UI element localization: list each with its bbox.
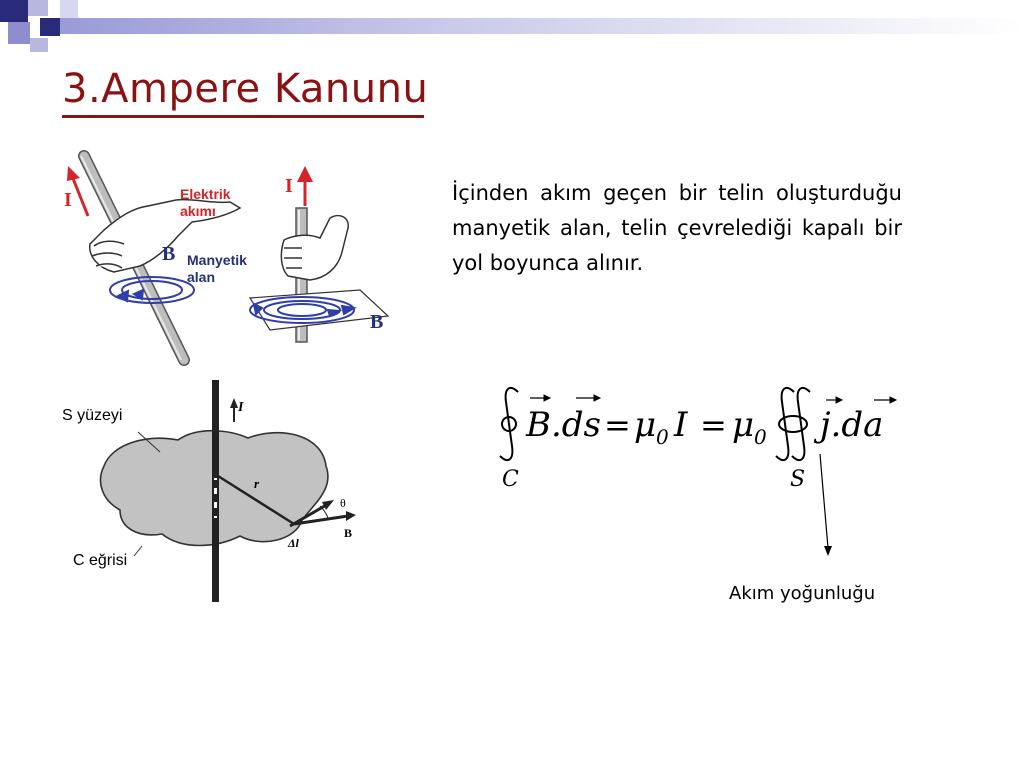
eq-mu-2: μ: [732, 405, 755, 445]
corner-square-mid: [8, 22, 30, 44]
dl-label: Δl: [288, 536, 299, 550]
title-underline: [62, 115, 424, 118]
radius-label: r: [254, 476, 260, 491]
magnetic-field-label: Manyetik alan: [187, 252, 247, 285]
eq-equals-1: =: [604, 406, 631, 444]
corner-square-light: [28, 0, 48, 16]
ampere-equation: [490, 378, 920, 498]
eq-equals-2: =: [700, 406, 727, 444]
ampere-surface-figure: [90, 378, 372, 606]
wire-current-label: I: [238, 400, 244, 415]
field-label-left: B: [162, 243, 176, 265]
current-label-right: I: [285, 175, 293, 197]
slide-title: 3.Ampere Kanunu: [62, 66, 429, 112]
curve-c-label: C eğrisi: [73, 552, 128, 569]
wire-through-surface: [212, 380, 219, 602]
eq-mu-1: μ: [634, 405, 657, 445]
top-decoration-bar: [60, 18, 1024, 34]
eq-current-i: I: [674, 405, 688, 445]
current-density-pointer: [812, 452, 842, 562]
b-vector-label: B: [344, 526, 353, 540]
corner-square-dark-2: [40, 18, 60, 36]
contour-integral-sign: [500, 388, 518, 460]
field-label-right: B: [370, 311, 384, 333]
corner-square-light-3: [60, 0, 78, 18]
surface-s-label: S yüzeyi: [62, 407, 123, 424]
eq-mu-sub-1: 0: [656, 425, 669, 449]
current-label-left: I: [64, 189, 72, 211]
eq-lower-c: C: [502, 467, 519, 492]
curve-pointer: [134, 546, 142, 556]
surface-integral-sign: [776, 388, 810, 460]
theta-label: θ: [340, 496, 346, 510]
current-arrow: [230, 398, 238, 422]
ampere-equation-svg: [490, 378, 920, 498]
current-density-label: Akım yoğunluğu: [729, 583, 876, 604]
corner-square-dark: [0, 0, 28, 22]
vector-arrows-1: [530, 395, 600, 401]
field-plane: [250, 290, 388, 333]
vector-arrows-2: [826, 397, 896, 403]
electric-current-label: Elektrik akımı: [180, 186, 231, 219]
hand-right: [281, 216, 348, 280]
eq-lower-s: S: [790, 467, 806, 492]
corner-square-light-2: [30, 38, 48, 52]
current-arrow-right: [297, 166, 313, 206]
right-hand-rule-figure: [58, 148, 398, 366]
slide-description: İçinden akım geçen bir telin oluşturduğu manyetik alan, telin çevrelediği kapalı bir yol boyunca alınır.: [452, 181, 902, 275]
eq-b-ds: B.ds: [526, 405, 602, 445]
eq-j-da: j.da: [820, 405, 884, 445]
ampere-surface-drawing: [90, 378, 372, 606]
eq-mu-sub-2: 0: [754, 425, 767, 449]
